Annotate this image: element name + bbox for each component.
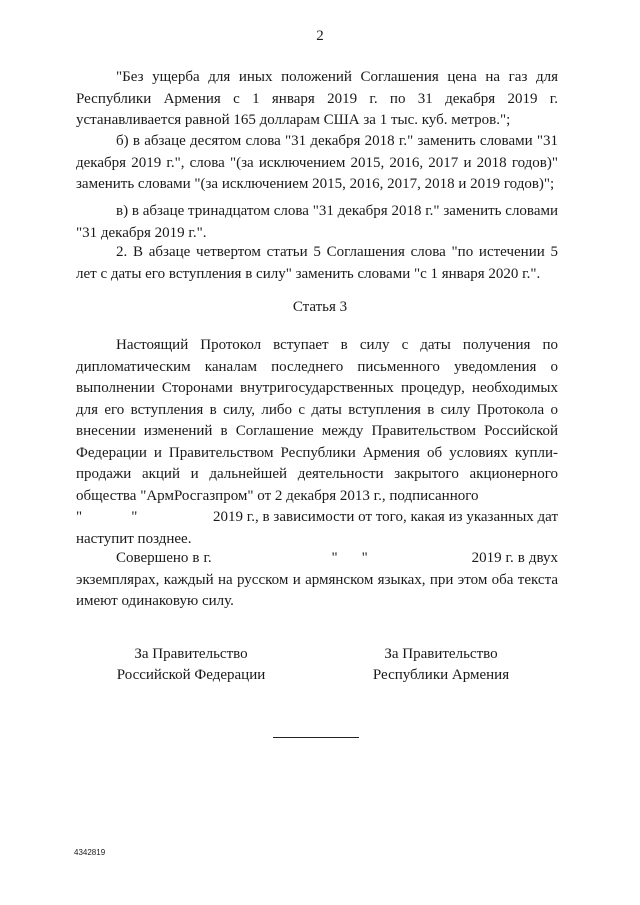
closing-quote-open: " <box>331 550 338 566</box>
closing-lead: Совершено в г. <box>116 550 212 566</box>
paragraph-subclause-c <box>76 201 558 244</box>
closing-text <box>76 548 558 613</box>
page-number: 2 <box>316 28 324 44</box>
paragraph-text: б) в абзаце десятом слова "31 декабря 2018 г." заменить словами "31 декабря 2019 г.", слова "(за исключением 2015, 2016, 2017 и 2018 годов)" заменить словами "(за исключением 2015, 2016, 2017, 2018 и 2019 годов)"; <box>76 133 558 192</box>
article-3-heading: Статья 3 <box>292 299 348 315</box>
document-code: 4342819 <box>74 848 106 857</box>
blank-quote-open: " <box>76 509 83 525</box>
article-3-text <box>76 335 558 550</box>
article-3-paragraph <box>76 335 558 550</box>
article-3-main-text: Настоящий Протокол вступает в силу с даты получения по дипломатическим каналам последнего письменного уведомления о выполнении Сторонами внутригосударственных процедур, необходимых для его вступления в силу, либо с даты вступления в силу Протокола о внесении изменений в Соглашение между Правительством Российской Федерации и Правительством Республики Армения об условиях купли-продажи акций и дальнейшей деятельности закрытого акционерного общества "АрмРосгазпром" от 2 декабря 2013 г., подписанного <box>76 337 558 504</box>
end-divider <box>273 737 359 738</box>
signature-armenia-line2: Республики Армения <box>372 667 510 683</box>
signature-armenia <box>366 644 516 686</box>
signature-armenia-line1: За Правительство <box>384 646 498 662</box>
paragraph-price-clause <box>76 67 558 132</box>
paragraph-subclause-b <box>76 131 558 196</box>
signature-russia <box>116 644 266 686</box>
paragraph-text: 2. В абзаце четвертом статьи 5 Соглашения слова "по истечении 5 лет с даты его вступления в силу" заменить словами "с 1 января 2020 г.". <box>76 244 558 282</box>
blank-quote-close: " <box>131 509 138 525</box>
article-3-tail-text: 2019 г., в зависимости от того, какая из указанных дат наступит позднее. <box>76 509 559 547</box>
paragraph-text: "Без ущерба для иных положений Соглашения цена на газ для Республики Армения с 1 января 2019 г. по 31 декабря 2019 г. устанавливается равной 165 долларам США за 1 тыс. куб. метров."; <box>76 69 558 128</box>
paragraph-text: в) в абзаце тринадцатом слова "31 декабря 2018 г." заменить словами "31 декабря 2019 г.". <box>76 203 558 241</box>
signature-russia-line2: Российской Федерации <box>116 667 266 683</box>
signature-russia-line1: За Правительство <box>134 646 248 662</box>
paragraph-item-2 <box>76 242 558 285</box>
closing-paragraph <box>76 548 558 613</box>
closing-tail: 2019 г. в двух экземплярах, каждый на русском и армянском языках, при этом оба текста имеют одинаковую силу. <box>76 550 559 609</box>
closing-quote-close: " <box>361 550 368 566</box>
